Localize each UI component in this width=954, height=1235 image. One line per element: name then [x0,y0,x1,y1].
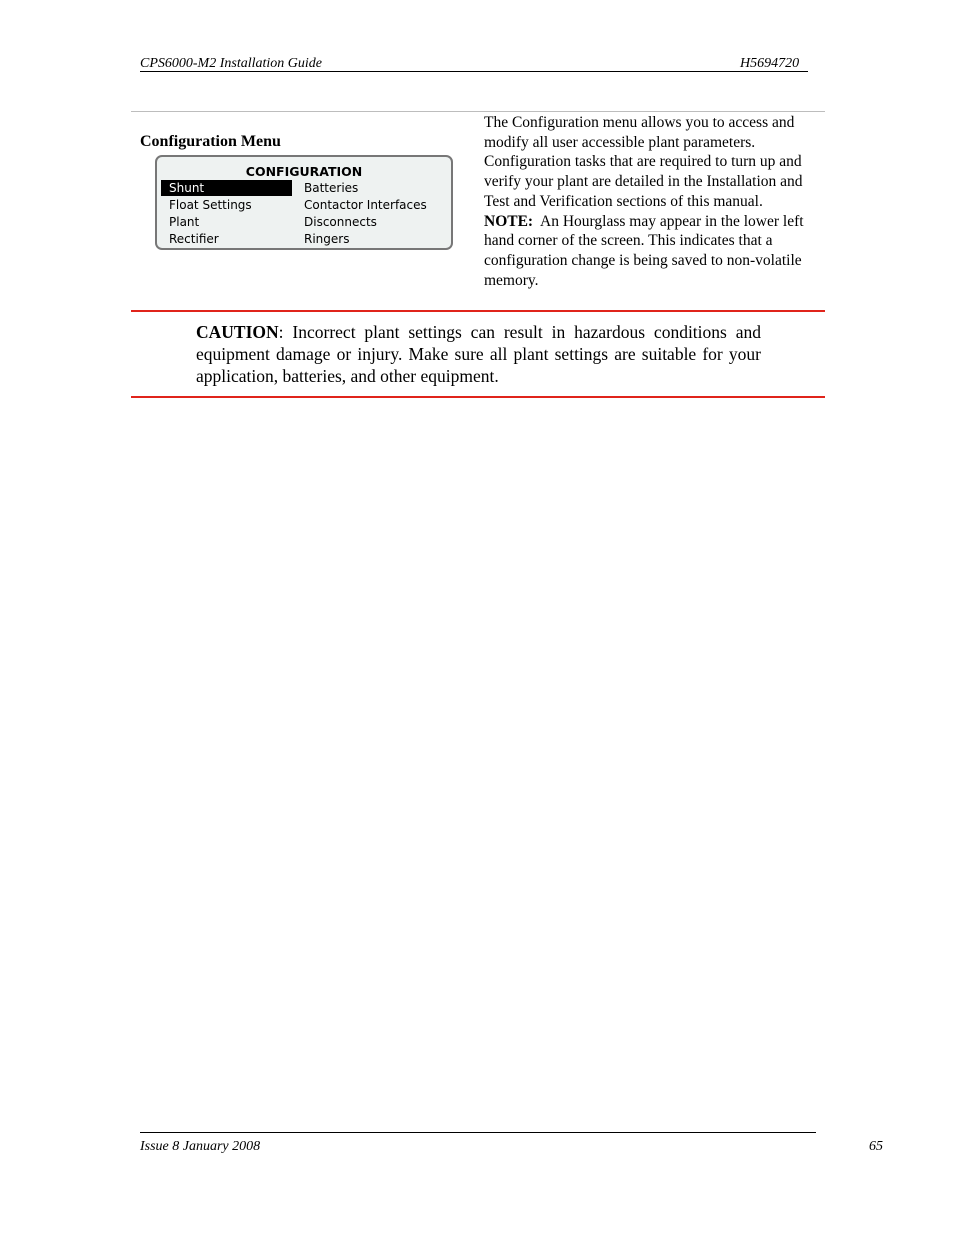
lcd-menu-item-plant: Plant [169,215,200,229]
footer-divider [140,1132,816,1133]
caution-block [196,321,761,387]
caution-text: : Incorrect plant settings can result in hazardous conditions and equipment damage or injury. Make sure all plant settings are suitable for your application, batteries, and other equipment. [196,322,761,386]
caution-bottom-rule [131,396,825,398]
header-document-number: H5694720 [740,56,800,71]
lcd-menu-item-disconnects: Disconnects [304,215,377,229]
note-text: An Hourglass may appear in the lower left hand corner of the screen. This indicates that a configuration change is being saved to non-volatile memory. [484,212,804,289]
description-paragraph: The Configuration menu allows you to access and modify all user accessible plant parameters. Configuration tasks that are required to turn up and verify your plant are detailed in the Installation and Test and Verification sections of this manual. [484,114,803,210]
lcd-menu-item-batteries: Batteries [304,181,359,195]
table-top-border [131,111,825,112]
lcd-menu-item-shunt: Shunt [161,180,292,196]
lcd-configuration-screen [155,155,453,250]
note-paragraph [484,212,822,291]
footer-page-number: 65 [869,1139,883,1154]
section-title: Configuration Menu [140,133,281,150]
configuration-description [484,113,822,290]
header-document-title: CPS6000-M2 Installation Guide [140,56,322,71]
note-label: NOTE: [484,212,534,230]
header-divider [140,71,808,72]
lcd-menu-item-float-settings: Float Settings [169,198,252,212]
footer-issue-date: Issue 8 January 2008 [140,1139,261,1154]
lcd-screen-title: CONFIGURATION [245,164,363,179]
caution-top-rule [131,310,825,312]
lcd-menu-item-contactor-interfaces: Contactor Interfaces [304,198,427,212]
lcd-menu-item-rectifier: Rectifier [169,232,219,246]
lcd-menu-item-ringers: Ringers [304,232,350,246]
caution-label: CAUTION [196,322,279,342]
